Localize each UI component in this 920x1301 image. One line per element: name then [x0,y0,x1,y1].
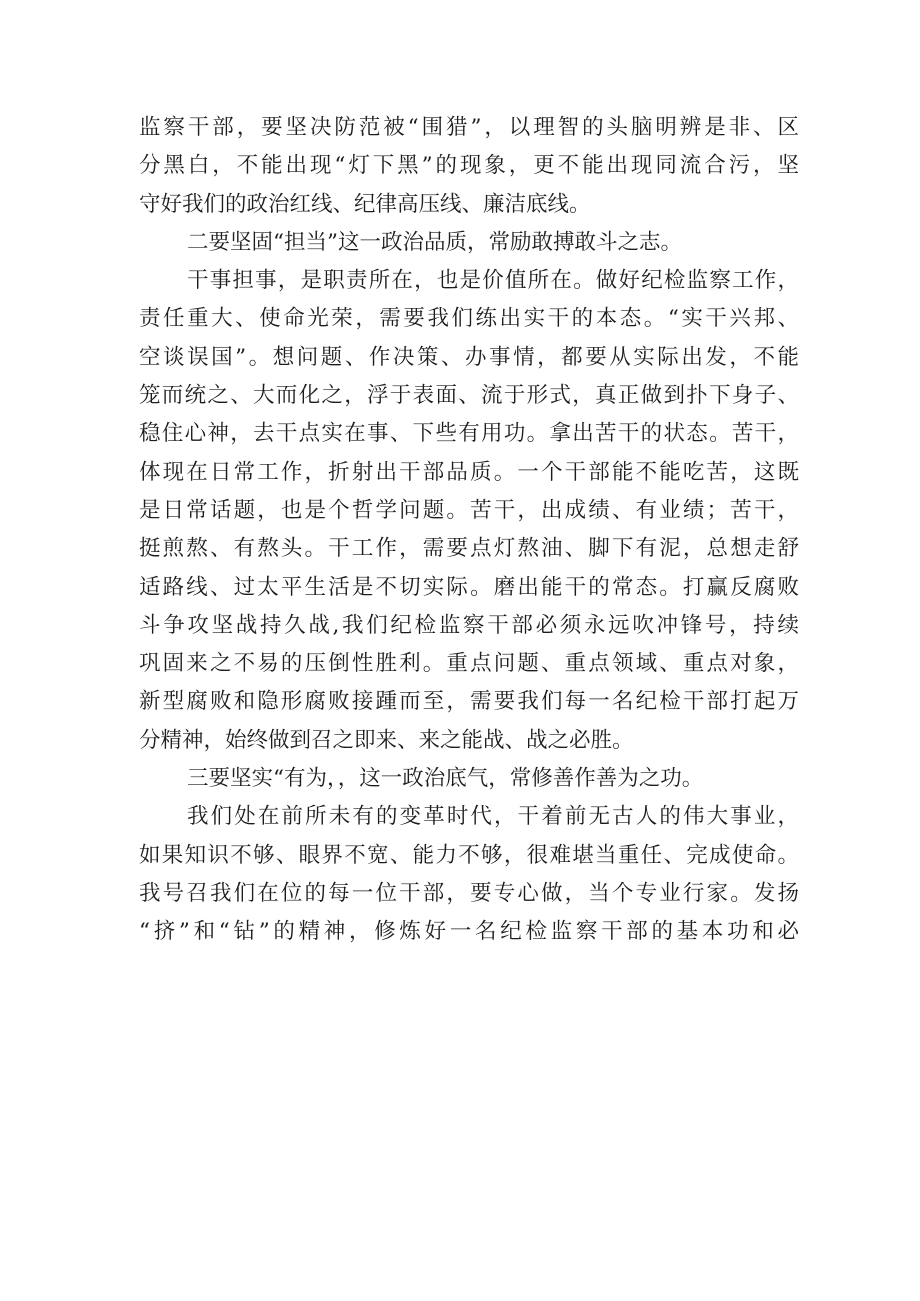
text-line: 我号召我们在位的每一位干部，要专心做，当个专业行家。发扬 [139,880,799,906]
text-line: 体现在日常工作，折射出干部品质。一个干部能不能吃苦，这既 [139,459,799,485]
text-line: 巩固来之不易的压倒性胜利。重点问题、重点领域、重点对象， [139,651,799,677]
text-line: 稳住心神，去干点实在事、下些有用功。拿出苦干的状态。苦干， [139,421,799,447]
text-line: 守好我们的政治红线、纪律高压线、廉洁底线。 [139,191,591,217]
text-line: 笼而统之、大而化之，浮于表面、流于形式，真正做到扑下身子、 [139,383,799,409]
text-line: 是日常话题，也是个哲学问题。苦干，出成绩、有业绩；苦干， [139,497,799,523]
section-heading-3: 三要坚实“有为，，这一政治底气，常修善作善为之功。 [187,766,704,792]
text-line: 如果知识不够、眼界不宽、能力不够，很难堪当重任、完成使命。 [139,842,799,868]
section-heading-2: 二要坚固“担当”这一政治品质，常励敢搏敢斗之志。 [187,229,682,255]
text-line: 斗争攻坚战持久战,我们纪检监察干部必须永远吹冲锋号，持续 [139,612,799,638]
document-body [139,109,799,952]
text-line: 监察干部，要坚决防范被“围猎”，以理智的头脑明辨是非、区 [139,115,799,140]
text-line: 我们处在前所未有的变革时代，干着前无古人的伟大事业， [187,804,799,830]
text-line: 责任重大、使命光荣，需要我们练出实干的本态。“实干兴邦、 [139,306,799,332]
text-line: 分黑白，不能出现“灯下黑”的现象，更不能出现同流合污，坚 [139,153,799,179]
text-line: “挤”和“钻”的精神，修炼好一名纪检监察干部的基本功和必 [139,919,799,945]
text-line: 分精神，始终做到召之即来、来之能战、战之必胜。 [139,727,634,753]
text-line: 挺煎熬、有熬头。干工作，需要点灯熬油、脚下有泥，总想走舒 [139,536,799,562]
text-line: 适路线、过太平生活是不切实际。磨出能干的常态。打赢反腐败 [139,574,799,600]
text-line: 空谈误国”。想问题、作决策、办事情，都要从实际出发，不能 [139,344,799,370]
text-line: 干事担事，是职责所在，也是价值所在。做好纪检监察工作， [187,268,799,294]
text-line: 新型腐败和隐形腐败接踵而至，需要我们每一名纪检干部打起万 [139,689,799,715]
